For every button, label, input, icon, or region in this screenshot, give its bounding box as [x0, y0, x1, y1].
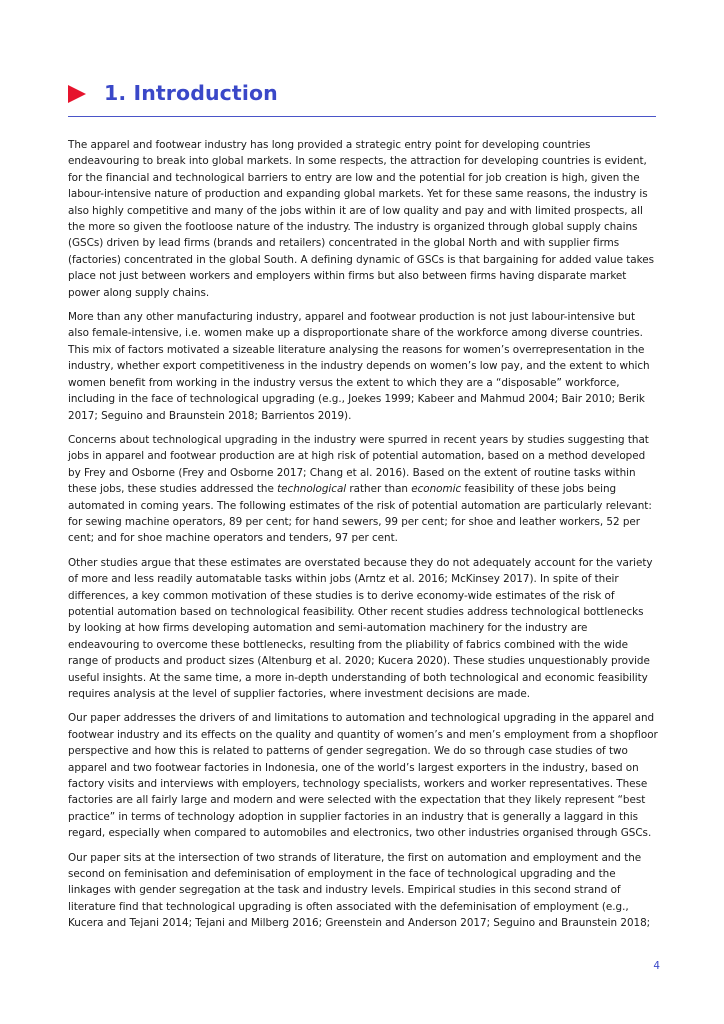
paragraph-1: The apparel and footwear industry has long provided a strategic entry point for developing countries endeavouring to break into global markets. In some respects, the attraction for developing countries is evident, for the financial and technological barriers to entry are low and the potential for job creation is high, given the labour-intensive nature of production and expanding global markets. Yet for these same reasons, the industry is also highly competitive and many of the jobs within it are of low quality and pay and with limited prospects, all the more so given the footloose nature of the industry. The industry is organized through global supply chains (GSCs) driven by lead firms (brands and retailers) concentrated in the global North and with supplier firms (factories) concentrated in the global South. A defining dynamic of GSCs is that bargaining for added value takes place not just between workers and employers within firms but also between firms having disparate market power along supply chains.: [68, 139, 654, 299]
paragraph-5: Our paper addresses the drivers of and limitations to automation and technological upgrading in the apparel and footwear industry and its effects on the quality and quantity of women’s and men’s employment from a shopfloor perspective and how this is related to patterns of gender segregation. We do so through case studies of two apparel and two footwear factories in Indonesia, one of the world’s largest exporters in the industry, based on factory visits and interviews with employers, technology specialists, workers and worker representatives. These factories are all fairly large and modern and were selected with the expectation that they likely represent “best practice” in terms of technology adoption in supplier factories in an industry that is generally a laggard in this regard, especially when compared to automobiles and electronics, two other industries organised through GSCs.: [68, 712, 658, 840]
body-text: [68, 137, 658, 940]
paragraph-3: Concerns about technological upgrading in the industry were spurred in recent years by studies suggesting that jobs in apparel and footwear production are at high risk of potential automation, based on a method developed by Frey and Osborne (Frey and Osborne 2017; Chang et al. 2016). Based on the extent of routine tasks within these jobs, these studies addressed the technological rather than economic feasibility of these jobs being automated in coming years. The following estimates of the risk of potential automation are particularly relevant: for sewing machine operators, 89 per cent; for hand sewers, 99 per cent; for shoe and leather workers, 52 per cent; and for shoe machine operators and tenders, 97 per cent.: [68, 433, 652, 545]
paragraph-4: Other studies argue that these estimates are overstated because they do not adequately account for the variety of more and less readily automatable tasks within jobs (Arntz et al. 2016; McKinsey 2017). In spite of their differences, a key common motivation of these studies is to derive economy-wide estimates of the risk of potential automation based on technological feasibility. Other recent studies address technological bottlenecks by looking at how firms developing automation and semi-automation machinery for the industry are endeavouring to overcome these bottlenecks, resulting from the pliability of fabrics combined with the wide range of products and product sizes (Altenburg et al. 2020; Kucera 2020). These studies unquestionably provide useful insights. At the same time, a more in-depth understanding of both technological and economic feasibility requires analysis at the level of supplier factories, where investment decisions are made.: [68, 556, 653, 700]
page-number: 4: [653, 960, 660, 972]
paragraph-6: Our paper sits at the intersection of two strands of literature, the first on automation and employment and the second on feminisation and defeminisation of employment in the face of technological upgrading and the linkages with gender segregation at the task and industry levels. Empirical studies in this second strand of literature find that technological upgrading is often associated with the defeminisation of employment (e.g., Kucera and Tejani 2014; Tejani and Milberg 2016; Greenstein and Anderson 2017; Seguino and Braunstein 2018;: [68, 851, 651, 930]
emphasis-economic: economic: [411, 483, 462, 496]
section-title: 1. Introduction: [104, 81, 278, 105]
emphasis-technological: technological: [277, 483, 347, 496]
arrow-right-icon: [68, 85, 86, 103]
paragraph-2: More than any other manufacturing industry, apparel and footwear production is not just labour-intensive but also female-intensive, i.e. women make up a disproportionate share of the workforce among diverse countries. This mix of factors motivated a sizeable literature analysing the reasons for women’s overrepresentation in the industry, whether export competitiveness in the industry depends on women’s low pay, and the extent to which women benefit from working in the industry versus the extent to which they are a “disposable” workforce, including in the face of technological upgrading (e.g., Joekes 1999; Kabeer and Mahmud 2004; Bair 2010; Berik 2017; Seguino and Braunstein 2018; Barrientos 2019).: [68, 311, 650, 422]
section-heading: [68, 82, 656, 117]
